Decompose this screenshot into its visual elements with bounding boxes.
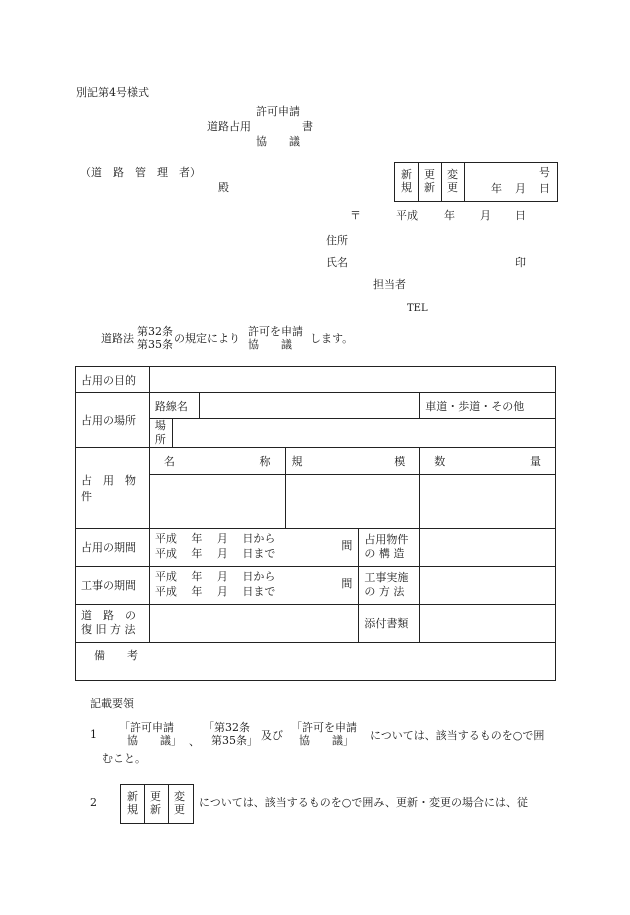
- object-scale-field[interactable]: [285, 474, 420, 528]
- work-period-label: 工事の期間: [76, 566, 150, 604]
- work-method-field[interactable]: [420, 566, 556, 604]
- form-number: 別記第4号様式: [76, 86, 149, 99]
- note1-continuation: むこと。: [102, 752, 146, 765]
- date-day: 日: [515, 209, 526, 222]
- period-label: 占用の期間: [76, 528, 150, 566]
- date-year: 年: [444, 209, 455, 222]
- attachments-field[interactable]: [420, 604, 556, 642]
- object-structure-field[interactable]: [420, 528, 556, 566]
- object-structure-label: 占用物件 の 構 造: [359, 528, 420, 566]
- address-label: 住所: [326, 234, 348, 247]
- title-line-top: 許可申請: [256, 105, 300, 118]
- road-manager-label: （道 路 管 理 者）: [80, 166, 201, 179]
- type-new[interactable]: 新 規: [401, 168, 412, 195]
- date-month: 月: [480, 209, 491, 222]
- date-era: 平成: [396, 209, 418, 222]
- note1-quote3: 「許可を申請 協 議」: [291, 721, 357, 748]
- route-name-label: 路線名: [149, 393, 199, 419]
- contact-person-label: 担当者: [373, 278, 406, 291]
- remarks-field[interactable]: [76, 642, 556, 680]
- object-name-field[interactable]: [149, 474, 285, 528]
- note1-quote1: 「許可申請 協 議」: [119, 721, 182, 748]
- type-renew[interactable]: 更 新: [424, 168, 435, 195]
- type-change[interactable]: 変 更: [447, 168, 458, 195]
- place-label: 占用の場所: [76, 393, 150, 448]
- tel-label: TEL: [407, 303, 428, 314]
- attachments-label: 添付書類: [359, 604, 420, 642]
- location-label: 場 所: [149, 419, 172, 448]
- note2-type-box: 新 規 更 新 変 更: [120, 784, 194, 824]
- type-year: 年: [491, 182, 502, 195]
- route-name-field[interactable]: [199, 393, 419, 419]
- statement-prefix: 道路法: [101, 332, 134, 345]
- number-mark: 号: [539, 166, 550, 179]
- object-qty-field[interactable]: [420, 474, 556, 528]
- restoration-label: 道 路 の 復 旧 方 法: [76, 604, 150, 642]
- notes-heading: 記載要領: [90, 697, 134, 710]
- purpose-label: 占用の目的: [76, 367, 150, 393]
- postal-mark: 〒: [350, 209, 361, 222]
- statement-action: 許可を申請 協 議: [248, 325, 303, 352]
- type-month: 月: [515, 182, 526, 195]
- name-label: 氏名: [326, 256, 348, 269]
- statement-middle: の規定により: [174, 332, 240, 345]
- seal-mark: 印: [515, 256, 526, 269]
- honorific: 殿: [218, 181, 229, 194]
- col-scale-header: 規 模: [285, 447, 420, 474]
- note2-number: 2: [90, 796, 97, 809]
- road-type-options[interactable]: 車道・歩道・その他: [420, 393, 556, 419]
- object-label: 占 用 物 件: [76, 447, 150, 528]
- period-range[interactable]: 平成 年 月 日から 平成 年 月 日まで 間: [149, 528, 359, 566]
- type-day: 日: [539, 182, 550, 195]
- statement-suffix: します。: [310, 332, 354, 345]
- title-line-bottom: 協 議: [256, 135, 300, 148]
- col-name-header: 名 称: [149, 447, 285, 474]
- col-qty-header: 数 量: [420, 447, 556, 474]
- note1-quote2: 「第32条 第35条」: [203, 721, 258, 748]
- title-left: 道路占用: [207, 120, 251, 133]
- location-field[interactable]: [172, 419, 555, 448]
- title-right: 書: [302, 120, 313, 133]
- note1-and: 及び: [261, 729, 283, 742]
- occupancy-table: [75, 366, 556, 681]
- work-method-label: 工事実施 の 方 法: [359, 566, 420, 604]
- statement-articles: 第32条 第35条: [137, 325, 173, 352]
- work-period-range[interactable]: 平成 年 月 日から 平成 年 月 日まで 間: [149, 566, 359, 604]
- purpose-field[interactable]: [149, 367, 555, 393]
- note2-tail: については、該当するものを○で囲み、更新・変更の場合には、従: [199, 796, 529, 809]
- note1-tail: については、該当するものを○で囲: [370, 729, 545, 742]
- application-type-box: [394, 162, 558, 202]
- note1-number: 1: [90, 728, 97, 741]
- note1-sep: 、: [189, 735, 200, 748]
- restoration-field[interactable]: [149, 604, 359, 642]
- remarks-label: 備 考: [94, 648, 138, 662]
